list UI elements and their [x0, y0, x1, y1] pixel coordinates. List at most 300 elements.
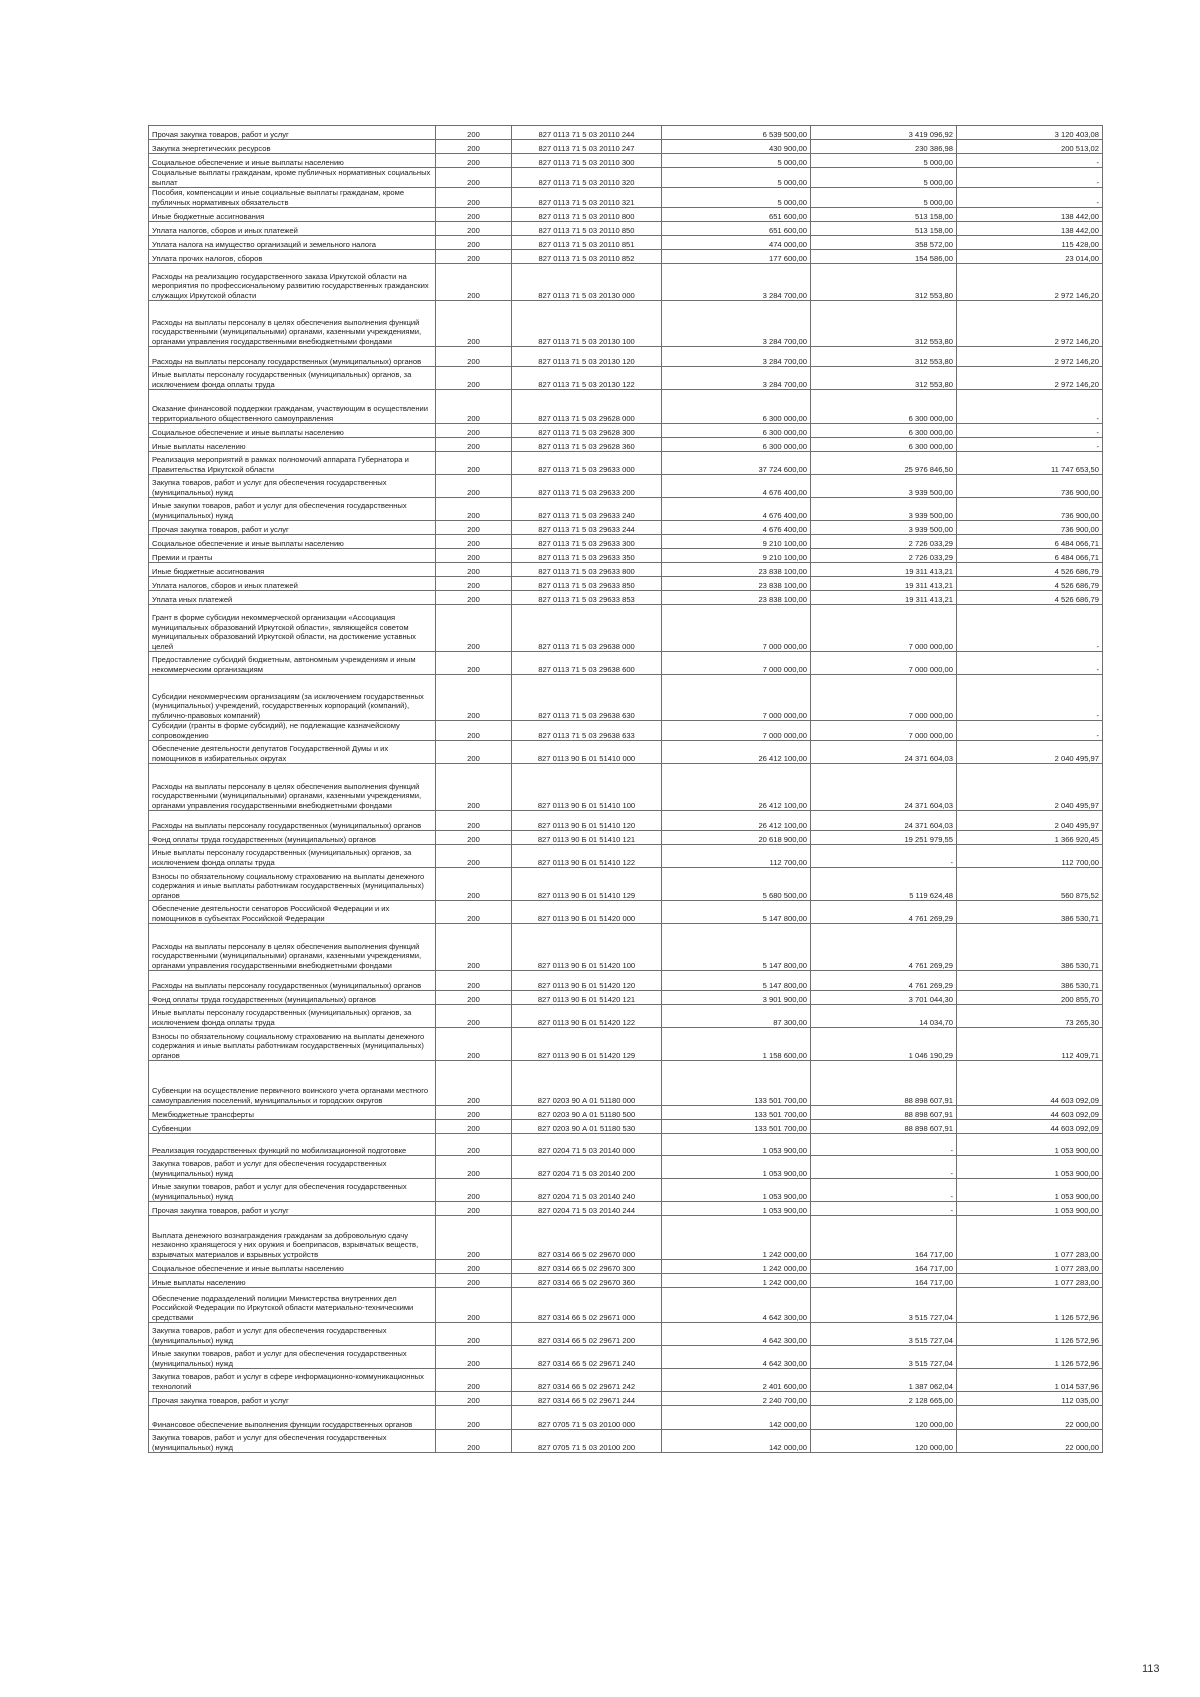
row-budget-code-cell: 827 0113 90 Б 01 51420 122 — [512, 1005, 662, 1028]
row-name-cell: Субсидии некоммерческим организациям (за исключением государственных (муниципальных) учреждений, государственных корпораций (компаний), публично-правовых компаний) — [149, 675, 436, 721]
row-approved-cell: 3 284 700,00 — [662, 367, 811, 390]
row-budget-code-cell: 827 0113 71 5 03 20110 850 — [512, 222, 662, 236]
row-line-code-cell: 200 — [436, 301, 512, 347]
row-executed-cell: 7 000 000,00 — [811, 652, 957, 675]
row-approved-cell: 651 600,00 — [662, 222, 811, 236]
row-name-cell: Обеспечение деятельности сенаторов Российской Федерации и их помощников в субъектах Российской Федерации — [149, 901, 436, 924]
row-budget-code-cell: 827 0113 90 Б 01 51410 000 — [512, 741, 662, 764]
row-name-cell: Пособия, компенсации и иные социальные выплаты гражданам, кроме публичных нормативных обязательств — [149, 188, 436, 208]
row-name-cell: Социальное обеспечение и иные выплаты населению — [149, 535, 436, 549]
row-unexecuted-cell: 22 000,00 — [957, 1406, 1103, 1430]
row-approved-cell: 87 300,00 — [662, 1005, 811, 1028]
page-number: 113 — [1142, 1663, 1160, 1675]
row-unexecuted-cell: 560 875,52 — [957, 868, 1103, 901]
table-row — [149, 1406, 1103, 1430]
row-name-cell: Прочая закупка товаров, работ и услуг — [149, 1392, 436, 1406]
row-unexecuted-cell: 11 747 653,50 — [957, 452, 1103, 475]
row-approved-cell: 133 501 700,00 — [662, 1120, 811, 1134]
row-unexecuted-cell: 138 442,00 — [957, 222, 1103, 236]
row-executed-cell: 6 300 000,00 — [811, 390, 957, 424]
row-line-code-cell: 200 — [436, 764, 512, 811]
row-unexecuted-cell: 6 484 066,71 — [957, 549, 1103, 563]
row-line-code-cell: 200 — [436, 901, 512, 924]
table-row — [149, 901, 1103, 924]
row-approved-cell: 6 300 000,00 — [662, 438, 811, 452]
table-row — [149, 741, 1103, 764]
table-row — [149, 1216, 1103, 1260]
row-budget-code-cell: 827 0113 71 5 03 29638 633 — [512, 721, 662, 741]
row-executed-cell: 4 761 269,29 — [811, 901, 957, 924]
row-executed-cell: 230 386,98 — [811, 140, 957, 154]
table-row — [149, 1288, 1103, 1323]
row-budget-code-cell: 827 0113 71 5 03 20130 000 — [512, 264, 662, 301]
row-line-code-cell: 200 — [436, 1134, 512, 1156]
row-approved-cell: 177 600,00 — [662, 250, 811, 264]
row-budget-code-cell: 827 0705 71 5 03 20100 000 — [512, 1406, 662, 1430]
row-executed-cell: 513 158,00 — [811, 222, 957, 236]
row-line-code-cell: 200 — [436, 721, 512, 741]
row-unexecuted-cell: - — [957, 424, 1103, 438]
row-unexecuted-cell: 1 014 537,96 — [957, 1369, 1103, 1392]
row-name-cell: Иные закупки товаров, работ и услуг для обеспечения государственных (муниципальных) нужд — [149, 1179, 436, 1202]
row-budget-code-cell: 827 0113 71 5 03 20110 800 — [512, 208, 662, 222]
budget-table-body — [149, 126, 1103, 1453]
row-line-code-cell: 200 — [436, 1260, 512, 1274]
row-approved-cell: 26 412 100,00 — [662, 811, 811, 831]
table-row — [149, 1346, 1103, 1369]
row-line-code-cell: 200 — [436, 347, 512, 367]
row-line-code-cell: 200 — [436, 188, 512, 208]
row-executed-cell: 164 717,00 — [811, 1216, 957, 1260]
row-executed-cell: 120 000,00 — [811, 1406, 957, 1430]
row-budget-code-cell: 827 0113 71 5 03 20110 300 — [512, 154, 662, 168]
table-row — [149, 301, 1103, 347]
row-name-cell: Расходы на выплаты персоналу в целях обеспечения выполнения функций государственными (муниципальными) органами, казенными учреждениями, органами управления государственными внебюджетными фондами — [149, 924, 436, 971]
row-line-code-cell: 200 — [436, 1120, 512, 1134]
row-executed-cell: 5 119 624,48 — [811, 868, 957, 901]
row-line-code-cell: 200 — [436, 1323, 512, 1346]
row-name-cell: Реализация государственных функций по мобилизационной подготовке — [149, 1134, 436, 1156]
table-row — [149, 577, 1103, 591]
row-name-cell: Фонд оплаты труда государственных (муниципальных) органов — [149, 991, 436, 1005]
table-row — [149, 721, 1103, 741]
row-name-cell: Взносы по обязательному социальному страхованию на выплаты денежного содержания и иные выплаты работникам государственных (муниципальных) органов — [149, 1028, 436, 1061]
row-unexecuted-cell: 22 000,00 — [957, 1430, 1103, 1453]
row-unexecuted-cell: - — [957, 675, 1103, 721]
row-budget-code-cell: 827 0314 66 5 02 29670 300 — [512, 1260, 662, 1274]
row-approved-cell: 4 676 400,00 — [662, 498, 811, 521]
row-approved-cell: 133 501 700,00 — [662, 1061, 811, 1106]
row-unexecuted-cell: 1 053 900,00 — [957, 1156, 1103, 1179]
row-budget-code-cell: 827 0113 90 Б 01 51420 100 — [512, 924, 662, 971]
row-unexecuted-cell: 73 265,30 — [957, 1005, 1103, 1028]
row-budget-code-cell: 827 0204 71 5 03 20140 240 — [512, 1179, 662, 1202]
row-budget-code-cell: 827 0314 66 5 02 29671 244 — [512, 1392, 662, 1406]
row-unexecuted-cell: 44 603 092,09 — [957, 1061, 1103, 1106]
row-executed-cell: 154 586,00 — [811, 250, 957, 264]
row-name-cell: Социальное обеспечение и иные выплаты населению — [149, 1260, 436, 1274]
row-budget-code-cell: 827 0113 71 5 03 29638 630 — [512, 675, 662, 721]
row-executed-cell: - — [811, 1179, 957, 1202]
row-executed-cell: 88 898 607,91 — [811, 1106, 957, 1120]
row-budget-code-cell: 827 0204 71 5 03 20140 244 — [512, 1202, 662, 1216]
row-name-cell: Межбюджетные трансферты — [149, 1106, 436, 1120]
table-row — [149, 811, 1103, 831]
row-unexecuted-cell: 6 484 066,71 — [957, 535, 1103, 549]
row-name-cell: Иные выплаты населению — [149, 438, 436, 452]
row-approved-cell: 5 147 800,00 — [662, 924, 811, 971]
row-line-code-cell: 200 — [436, 741, 512, 764]
row-line-code-cell: 200 — [436, 1274, 512, 1288]
row-line-code-cell: 200 — [436, 971, 512, 991]
row-name-cell: Расходы на реализацию государственного заказа Иркутской области на мероприятия по профессиональному развитию государственных гражданских служащих Иркутской области — [149, 264, 436, 301]
row-budget-code-cell: 827 0113 71 5 03 20110 852 — [512, 250, 662, 264]
row-approved-cell: 133 501 700,00 — [662, 1106, 811, 1120]
row-name-cell: Социальное обеспечение и иные выплаты населению — [149, 424, 436, 438]
row-line-code-cell: 200 — [436, 1369, 512, 1392]
row-name-cell: Расходы на выплаты персоналу государственных (муниципальных) органов — [149, 811, 436, 831]
row-executed-cell: 7 000 000,00 — [811, 605, 957, 652]
row-unexecuted-cell: 112 409,71 — [957, 1028, 1103, 1061]
row-approved-cell: 1 242 000,00 — [662, 1274, 811, 1288]
row-executed-cell: 88 898 607,91 — [811, 1061, 957, 1106]
row-budget-code-cell: 827 0113 71 5 03 29628 360 — [512, 438, 662, 452]
row-unexecuted-cell: - — [957, 168, 1103, 188]
table-row — [149, 390, 1103, 424]
row-line-code-cell: 200 — [436, 498, 512, 521]
row-executed-cell: 3 515 727,04 — [811, 1288, 957, 1323]
table-row — [149, 563, 1103, 577]
row-approved-cell: 4 642 300,00 — [662, 1288, 811, 1323]
row-executed-cell: 312 553,80 — [811, 367, 957, 390]
row-line-code-cell: 200 — [436, 1179, 512, 1202]
row-line-code-cell: 200 — [436, 845, 512, 868]
row-unexecuted-cell: 2 972 146,20 — [957, 367, 1103, 390]
row-line-code-cell: 200 — [436, 563, 512, 577]
row-approved-cell: 5 680 500,00 — [662, 868, 811, 901]
row-budget-code-cell: 827 0113 71 5 03 29633 244 — [512, 521, 662, 535]
row-budget-code-cell: 827 0113 71 5 03 29633 240 — [512, 498, 662, 521]
row-line-code-cell: 200 — [436, 390, 512, 424]
row-approved-cell: 2 401 600,00 — [662, 1369, 811, 1392]
row-executed-cell: 3 515 727,04 — [811, 1323, 957, 1346]
row-executed-cell: - — [811, 1156, 957, 1179]
table-row — [149, 1106, 1103, 1120]
row-line-code-cell: 200 — [436, 264, 512, 301]
row-approved-cell: 4 642 300,00 — [662, 1323, 811, 1346]
row-name-cell: Расходы на выплаты персоналу государственных (муниципальных) органов — [149, 971, 436, 991]
row-approved-cell: 3 284 700,00 — [662, 264, 811, 301]
row-unexecuted-cell: - — [957, 721, 1103, 741]
row-line-code-cell: 200 — [436, 1061, 512, 1106]
row-executed-cell: 24 371 604,03 — [811, 811, 957, 831]
row-executed-cell: 88 898 607,91 — [811, 1120, 957, 1134]
row-executed-cell: 6 300 000,00 — [811, 424, 957, 438]
row-budget-code-cell: 827 0705 71 5 03 20100 200 — [512, 1430, 662, 1453]
row-name-cell: Иные выплаты персоналу государственных (муниципальных) органов, за исключением фонда оплаты труда — [149, 845, 436, 868]
row-line-code-cell: 200 — [436, 549, 512, 563]
row-budget-code-cell: 827 0113 71 5 03 29633 000 — [512, 452, 662, 475]
row-name-cell: Субвенции на осуществление первичного воинского учета органами местного самоуправления поселений, муниципальных и городских округов — [149, 1061, 436, 1106]
row-approved-cell: 9 210 100,00 — [662, 549, 811, 563]
row-executed-cell: 358 572,00 — [811, 236, 957, 250]
row-line-code-cell: 200 — [436, 140, 512, 154]
row-line-code-cell: 200 — [436, 1202, 512, 1216]
row-executed-cell: 2 726 033,29 — [811, 535, 957, 549]
row-line-code-cell: 200 — [436, 236, 512, 250]
table-row — [149, 154, 1103, 168]
row-line-code-cell: 200 — [436, 222, 512, 236]
row-executed-cell: 3 515 727,04 — [811, 1346, 957, 1369]
row-budget-code-cell: 827 0314 66 5 02 29671 240 — [512, 1346, 662, 1369]
row-unexecuted-cell: 4 526 686,79 — [957, 591, 1103, 605]
table-row — [149, 1120, 1103, 1134]
row-unexecuted-cell: 1 077 283,00 — [957, 1274, 1103, 1288]
row-unexecuted-cell: 4 526 686,79 — [957, 563, 1103, 577]
row-budget-code-cell: 827 0113 71 5 03 29638 600 — [512, 652, 662, 675]
row-executed-cell: 4 761 269,29 — [811, 971, 957, 991]
row-budget-code-cell: 827 0203 90 А 01 51180 000 — [512, 1061, 662, 1106]
row-unexecuted-cell: 386 530,71 — [957, 924, 1103, 971]
row-name-cell: Обеспечение деятельности депутатов Государственной Думы и их помощников в избирательных округах — [149, 741, 436, 764]
table-row — [149, 1028, 1103, 1061]
row-line-code-cell: 200 — [436, 438, 512, 452]
row-executed-cell: 24 371 604,03 — [811, 764, 957, 811]
row-line-code-cell: 200 — [436, 521, 512, 535]
row-unexecuted-cell: 1 126 572,96 — [957, 1346, 1103, 1369]
row-budget-code-cell: 827 0113 71 5 03 29633 300 — [512, 535, 662, 549]
row-executed-cell: 14 034,70 — [811, 1005, 957, 1028]
row-unexecuted-cell: - — [957, 188, 1103, 208]
table-row — [149, 652, 1103, 675]
row-approved-cell: 9 210 100,00 — [662, 535, 811, 549]
row-name-cell: Иные бюджетные ассигнования — [149, 563, 436, 577]
table-row — [149, 605, 1103, 652]
row-line-code-cell: 200 — [436, 535, 512, 549]
row-budget-code-cell: 827 0113 71 5 03 20110 247 — [512, 140, 662, 154]
row-approved-cell: 1 053 900,00 — [662, 1156, 811, 1179]
row-executed-cell: 25 976 846,50 — [811, 452, 957, 475]
row-executed-cell: 7 000 000,00 — [811, 675, 957, 721]
row-approved-cell: 6 300 000,00 — [662, 390, 811, 424]
row-executed-cell: 1 046 190,29 — [811, 1028, 957, 1061]
row-approved-cell: 3 901 900,00 — [662, 991, 811, 1005]
table-row — [149, 1369, 1103, 1392]
row-approved-cell: 5 147 800,00 — [662, 901, 811, 924]
row-line-code-cell: 200 — [436, 208, 512, 222]
row-unexecuted-cell: 1 126 572,96 — [957, 1323, 1103, 1346]
row-line-code-cell: 200 — [436, 475, 512, 498]
row-approved-cell: 4 676 400,00 — [662, 475, 811, 498]
row-budget-code-cell: 827 0113 71 5 03 29638 000 — [512, 605, 662, 652]
row-executed-cell: 6 300 000,00 — [811, 438, 957, 452]
row-name-cell: Расходы на выплаты персоналу в целях обеспечения выполнения функций государственными (муниципальными) органами, казенными учреждениями, органами управления государственными внебюджетными фондами — [149, 764, 436, 811]
table-row — [149, 264, 1103, 301]
row-name-cell: Иные закупки товаров, работ и услуг для обеспечения государственных (муниципальных) нужд — [149, 1346, 436, 1369]
row-unexecuted-cell: 2 040 495,97 — [957, 811, 1103, 831]
row-budget-code-cell: 827 0204 71 5 03 20140 000 — [512, 1134, 662, 1156]
row-line-code-cell: 200 — [436, 1156, 512, 1179]
row-unexecuted-cell: - — [957, 154, 1103, 168]
row-executed-cell: - — [811, 1202, 957, 1216]
table-row — [149, 126, 1103, 140]
row-unexecuted-cell: 3 120 403,08 — [957, 126, 1103, 140]
row-unexecuted-cell: 1 053 900,00 — [957, 1202, 1103, 1216]
row-line-code-cell: 200 — [436, 1406, 512, 1430]
row-line-code-cell: 200 — [436, 168, 512, 188]
row-executed-cell: 3 939 500,00 — [811, 521, 957, 535]
row-executed-cell: 1 387 062,04 — [811, 1369, 957, 1392]
row-budget-code-cell: 827 0113 90 Б 01 51420 121 — [512, 991, 662, 1005]
row-unexecuted-cell: 138 442,00 — [957, 208, 1103, 222]
row-executed-cell: 19 311 413,21 — [811, 577, 957, 591]
table-row — [149, 250, 1103, 264]
row-line-code-cell: 200 — [436, 652, 512, 675]
table-row — [149, 535, 1103, 549]
row-line-code-cell: 200 — [436, 1005, 512, 1028]
table-row — [149, 222, 1103, 236]
row-line-code-cell: 200 — [436, 591, 512, 605]
table-row — [149, 1134, 1103, 1156]
row-executed-cell: 312 553,80 — [811, 264, 957, 301]
row-name-cell: Прочая закупка товаров, работ и услуг — [149, 126, 436, 140]
row-budget-code-cell: 827 0314 66 5 02 29671 242 — [512, 1369, 662, 1392]
row-name-cell: Финансовое обеспечение выполнения функции государственных органов — [149, 1406, 436, 1430]
row-name-cell: Иные закупки товаров, работ и услуг для обеспечения государственных (муниципальных) нужд — [149, 498, 436, 521]
row-name-cell: Иные выплаты персоналу государственных (муниципальных) органов, за исключением фонда оплаты труда — [149, 367, 436, 390]
table-row — [149, 971, 1103, 991]
row-unexecuted-cell: 1 366 920,45 — [957, 831, 1103, 845]
row-name-cell: Реализация мероприятий в рамках полномочий аппарата Губернатора и Правительства Иркутской области — [149, 452, 436, 475]
row-name-cell: Расходы на выплаты персоналу государственных (муниципальных) органов — [149, 347, 436, 367]
row-unexecuted-cell: 115 428,00 — [957, 236, 1103, 250]
row-budget-code-cell: 827 0113 71 5 03 20110 321 — [512, 188, 662, 208]
row-line-code-cell: 200 — [436, 1346, 512, 1369]
row-budget-code-cell: 827 0314 66 5 02 29671 000 — [512, 1288, 662, 1323]
row-unexecuted-cell: 2 040 495,97 — [957, 764, 1103, 811]
row-unexecuted-cell: - — [957, 438, 1103, 452]
row-budget-code-cell: 827 0113 90 Б 01 51410 129 — [512, 868, 662, 901]
row-budget-code-cell: 827 0113 71 5 03 20110 244 — [512, 126, 662, 140]
row-name-cell: Фонд оплаты труда государственных (муниципальных) органов — [149, 831, 436, 845]
row-budget-code-cell: 827 0113 90 Б 01 51410 120 — [512, 811, 662, 831]
row-executed-cell: 312 553,80 — [811, 347, 957, 367]
row-unexecuted-cell: 386 530,71 — [957, 901, 1103, 924]
table-row — [149, 991, 1103, 1005]
row-approved-cell: 651 600,00 — [662, 208, 811, 222]
row-budget-code-cell: 827 0113 90 Б 01 51410 122 — [512, 845, 662, 868]
row-executed-cell: 2 128 665,00 — [811, 1392, 957, 1406]
row-approved-cell: 5 000,00 — [662, 154, 811, 168]
row-name-cell: Социальные выплаты гражданам, кроме публичных нормативных социальных выплат — [149, 168, 436, 188]
row-approved-cell: 26 412 100,00 — [662, 741, 811, 764]
table-row — [149, 188, 1103, 208]
row-name-cell: Выплата денежного вознаграждения гражданам за добровольную сдачу незаконно хранящегося у них оружия и боеприпасов, взрывчатых веществ, взрывчатых материалов и взрывных устройств — [149, 1216, 436, 1260]
row-name-cell: Закупка товаров, работ и услуг в сфере информационно-коммуникационных технологий — [149, 1369, 436, 1392]
row-line-code-cell: 200 — [436, 605, 512, 652]
row-budget-code-cell: 827 0113 71 5 03 29633 800 — [512, 563, 662, 577]
row-line-code-cell: 200 — [436, 126, 512, 140]
row-name-cell: Премии и гранты — [149, 549, 436, 563]
row-unexecuted-cell: 200 855,70 — [957, 991, 1103, 1005]
table-row — [149, 1202, 1103, 1216]
row-unexecuted-cell: 2 972 146,20 — [957, 301, 1103, 347]
row-unexecuted-cell: - — [957, 605, 1103, 652]
row-approved-cell: 37 724 600,00 — [662, 452, 811, 475]
row-line-code-cell: 200 — [436, 577, 512, 591]
row-line-code-cell: 200 — [436, 831, 512, 845]
row-executed-cell: 7 000 000,00 — [811, 721, 957, 741]
row-approved-cell: 23 838 100,00 — [662, 591, 811, 605]
row-unexecuted-cell: 736 900,00 — [957, 498, 1103, 521]
table-row — [149, 549, 1103, 563]
row-name-cell: Взносы по обязательному социальному страхованию на выплаты денежного содержания и иные выплаты работникам государственных (муниципальных) органов — [149, 868, 436, 901]
row-executed-cell: 2 726 033,29 — [811, 549, 957, 563]
row-approved-cell: 5 000,00 — [662, 168, 811, 188]
row-executed-cell: 513 158,00 — [811, 208, 957, 222]
table-row — [149, 831, 1103, 845]
row-approved-cell: 4 642 300,00 — [662, 1346, 811, 1369]
table-row — [149, 1179, 1103, 1202]
row-executed-cell: 3 701 044,30 — [811, 991, 957, 1005]
row-budget-code-cell: 827 0113 71 5 03 29628 300 — [512, 424, 662, 438]
row-line-code-cell: 200 — [436, 424, 512, 438]
row-unexecuted-cell: 23 014,00 — [957, 250, 1103, 264]
row-line-code-cell: 200 — [436, 924, 512, 971]
row-approved-cell: 6 300 000,00 — [662, 424, 811, 438]
row-executed-cell: 5 000,00 — [811, 188, 957, 208]
row-budget-code-cell: 827 0314 66 5 02 29670 000 — [512, 1216, 662, 1260]
row-line-code-cell: 200 — [436, 1106, 512, 1120]
row-name-cell: Предоставление субсидий бюджетным, автономным учреждениям и иным некоммерческим организациям — [149, 652, 436, 675]
row-executed-cell: 3 419 096,92 — [811, 126, 957, 140]
row-line-code-cell: 200 — [436, 154, 512, 168]
row-budget-code-cell: 827 0113 90 Б 01 51420 129 — [512, 1028, 662, 1061]
row-name-cell: Прочая закупка товаров, работ и услуг — [149, 521, 436, 535]
row-approved-cell: 1 053 900,00 — [662, 1179, 811, 1202]
row-name-cell: Оказание финансовой поддержки гражданам, участвующим в осуществлении территориального общественного самоуправления — [149, 390, 436, 424]
row-budget-code-cell: 827 0113 71 5 03 20130 100 — [512, 301, 662, 347]
table-row — [149, 347, 1103, 367]
table-row — [149, 424, 1103, 438]
row-approved-cell: 26 412 100,00 — [662, 764, 811, 811]
row-executed-cell: - — [811, 845, 957, 868]
row-name-cell: Субсидии (гранты в форме субсидий), не подлежащие казначейскому сопровождению — [149, 721, 436, 741]
table-row — [149, 367, 1103, 390]
row-executed-cell: 19 311 413,21 — [811, 591, 957, 605]
row-unexecuted-cell: 4 526 686,79 — [957, 577, 1103, 591]
row-name-cell: Закупка энергетических ресурсов — [149, 140, 436, 154]
table-row — [149, 498, 1103, 521]
row-approved-cell: 112 700,00 — [662, 845, 811, 868]
table-row — [149, 675, 1103, 721]
row-name-cell: Закупка товаров, работ и услуг для обеспечения государственных (муниципальных) нужд — [149, 475, 436, 498]
row-name-cell: Обеспечение подразделений полиции Министерства внутренних дел Российской Федерации по Иркутской области материально-техническими средствами — [149, 1288, 436, 1323]
row-unexecuted-cell: 112 700,00 — [957, 845, 1103, 868]
row-name-cell: Социальное обеспечение и иные выплаты населению — [149, 154, 436, 168]
table-row — [149, 591, 1103, 605]
row-unexecuted-cell: 1 053 900,00 — [957, 1134, 1103, 1156]
row-budget-code-cell: 827 0113 71 5 03 20130 120 — [512, 347, 662, 367]
row-approved-cell: 1 053 900,00 — [662, 1202, 811, 1216]
row-budget-code-cell: 827 0113 90 Б 01 51420 000 — [512, 901, 662, 924]
row-executed-cell: 120 000,00 — [811, 1430, 957, 1453]
table-row — [149, 1323, 1103, 1346]
row-name-cell: Закупка товаров, работ и услуг для обеспечения государственных (муниципальных) нужд — [149, 1156, 436, 1179]
row-budget-code-cell: 827 0113 71 5 03 20130 122 — [512, 367, 662, 390]
row-approved-cell: 23 838 100,00 — [662, 563, 811, 577]
row-approved-cell: 1 242 000,00 — [662, 1260, 811, 1274]
